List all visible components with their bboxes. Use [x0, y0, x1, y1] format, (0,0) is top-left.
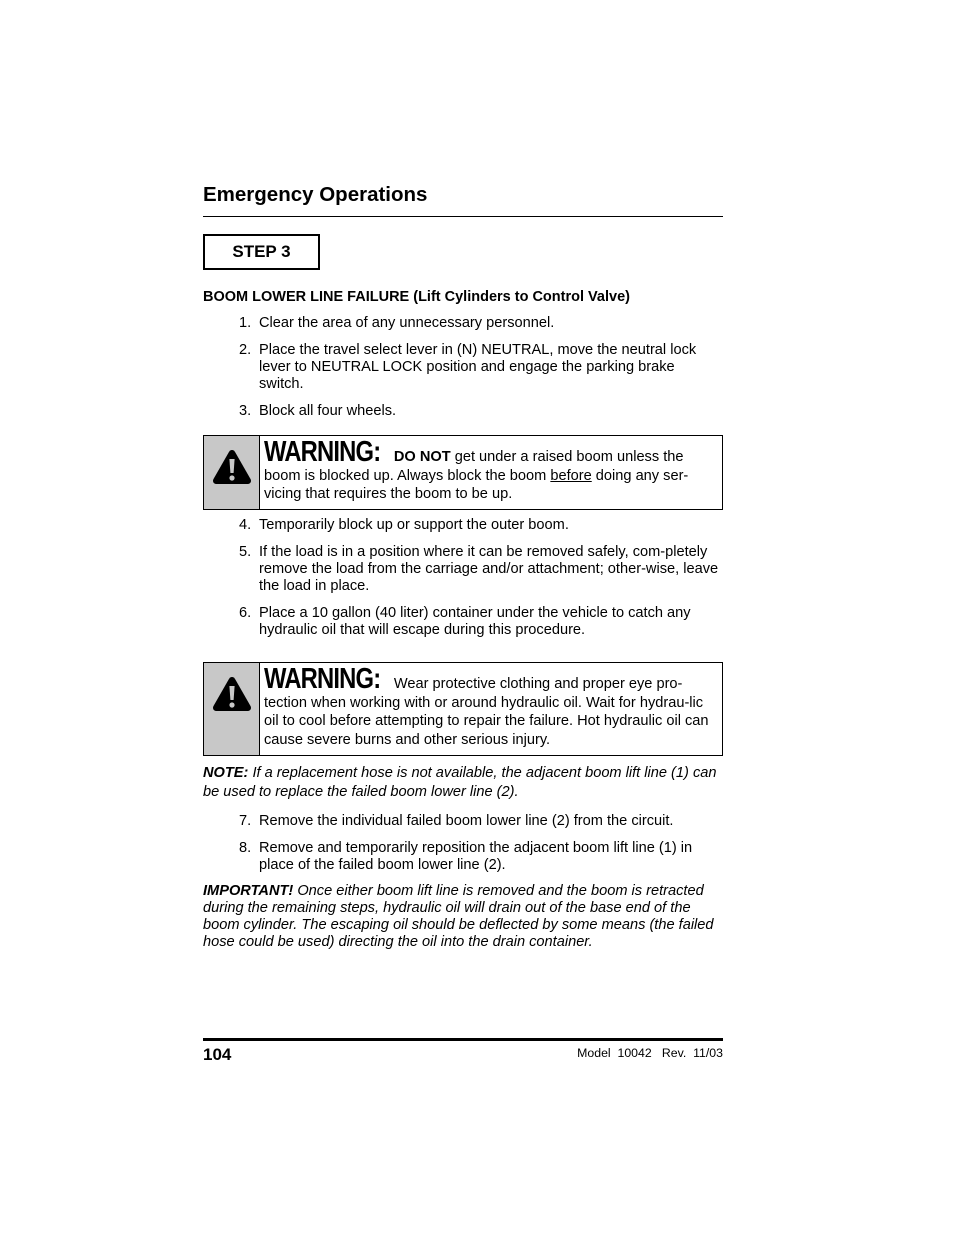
list-item: [203, 605, 723, 639]
footer-rule: [203, 1038, 723, 1041]
note-paragraph: [203, 764, 723, 802]
important-text: Once either boom lift line is removed and the boom is retracted during the remaining steps, hydraulic oil will drain out of the base end of the boom cylinder. The escaping oil should be deflected by some means (the failed hose could be used) directing the oil into the drain container.: [203, 883, 714, 950]
list-item: [203, 840, 723, 874]
list-item: [203, 315, 723, 332]
warning-box-boom: [203, 435, 723, 510]
step-text: Place a 10 gallon (40 liter) container under the vehicle to catch any hydraulic oil that will escape during this procedure.: [259, 605, 691, 638]
steps-list-3: [203, 813, 723, 884]
warning-text-part: Wear protective clothing and proper eye pro-tection when working with or around hydraulic oil. Wait for hydrau-lic oil to cool before attempting to repair the failure. Hot hydraulic oil can cause severe burns and other serious injury.: [264, 676, 709, 748]
warning-text: [260, 436, 722, 509]
warning-underlined: before: [550, 467, 592, 484]
warning-sidebar: [204, 436, 260, 509]
note-label: NOTE:: [203, 765, 249, 781]
step-number: 3.: [239, 403, 252, 419]
warning-text-part: get under a raised boom unless the boom is blocked up. Always block the boom: [264, 449, 684, 484]
list-item: [203, 813, 723, 830]
step-text: Remove the individual failed boom lower line (2) from the circuit.: [259, 813, 674, 829]
section-title: Emergency Operations: [203, 183, 428, 206]
warning-label: WARNING:: [264, 436, 381, 468]
warning-text: [260, 663, 722, 755]
step-number: 8.: [239, 840, 252, 856]
list-item: [203, 403, 723, 420]
step-text: Temporarily block up or support the outer boom.: [259, 517, 569, 533]
step-text: If the load is in a position where it can be removed safely, com-pletely remove the load from the carriage and/or attachment; other-wise, leave the load in place.: [259, 544, 719, 594]
warning-text-part: doing any ser-vicing that requires the boom to be up.: [264, 467, 689, 502]
list-item: [203, 342, 723, 393]
step-number: 5.: [239, 544, 252, 560]
warning-triangle-icon: [211, 675, 253, 713]
step-number: 1.: [239, 315, 252, 331]
warning-triangle-icon: [211, 448, 253, 486]
header-rule: [203, 216, 723, 217]
step-number: 6.: [239, 605, 252, 621]
warning-box-hydraulic: [203, 662, 723, 756]
warning-emphasis: DO NOT: [393, 449, 451, 465]
important-label: IMPORTANT!: [203, 883, 294, 899]
procedure-heading: BOOM LOWER LINE FAILURE (Lift Cylinders to Control Valve): [203, 289, 630, 305]
step-text: Remove and temporarily reposition the adjacent boom lift line (1) in place of the failed boom lower line (2).: [259, 840, 693, 873]
step-number: 4.: [239, 517, 252, 533]
step-text: Clear the area of any unnecessary personnel.: [259, 315, 555, 331]
step-label-box: STEP 3: [203, 234, 320, 270]
note-text: If a replacement hose is not available, the adjacent boom lift line (1) can be used to replace the failed boom lower line (2).: [203, 765, 717, 800]
model-revision: Model 10042 Rev. 11/03: [577, 1046, 723, 1060]
important-paragraph: [203, 883, 723, 951]
step-number: 2.: [239, 342, 252, 358]
warning-sidebar: [204, 663, 260, 755]
step-text: Block all four wheels.: [259, 403, 397, 419]
step-number: 7.: [239, 813, 252, 829]
list-item: [203, 544, 723, 595]
steps-list-1: [203, 315, 723, 430]
warning-label: WARNING:: [264, 663, 381, 695]
list-item: [203, 517, 723, 534]
steps-list-2: [203, 517, 723, 649]
page-number: 104: [203, 1045, 232, 1064]
step-text: Place the travel select lever in (N) NEUTRAL, move the neutral lock lever to NEUTRAL LOCK position and engage the parking brake switch.: [259, 342, 697, 392]
